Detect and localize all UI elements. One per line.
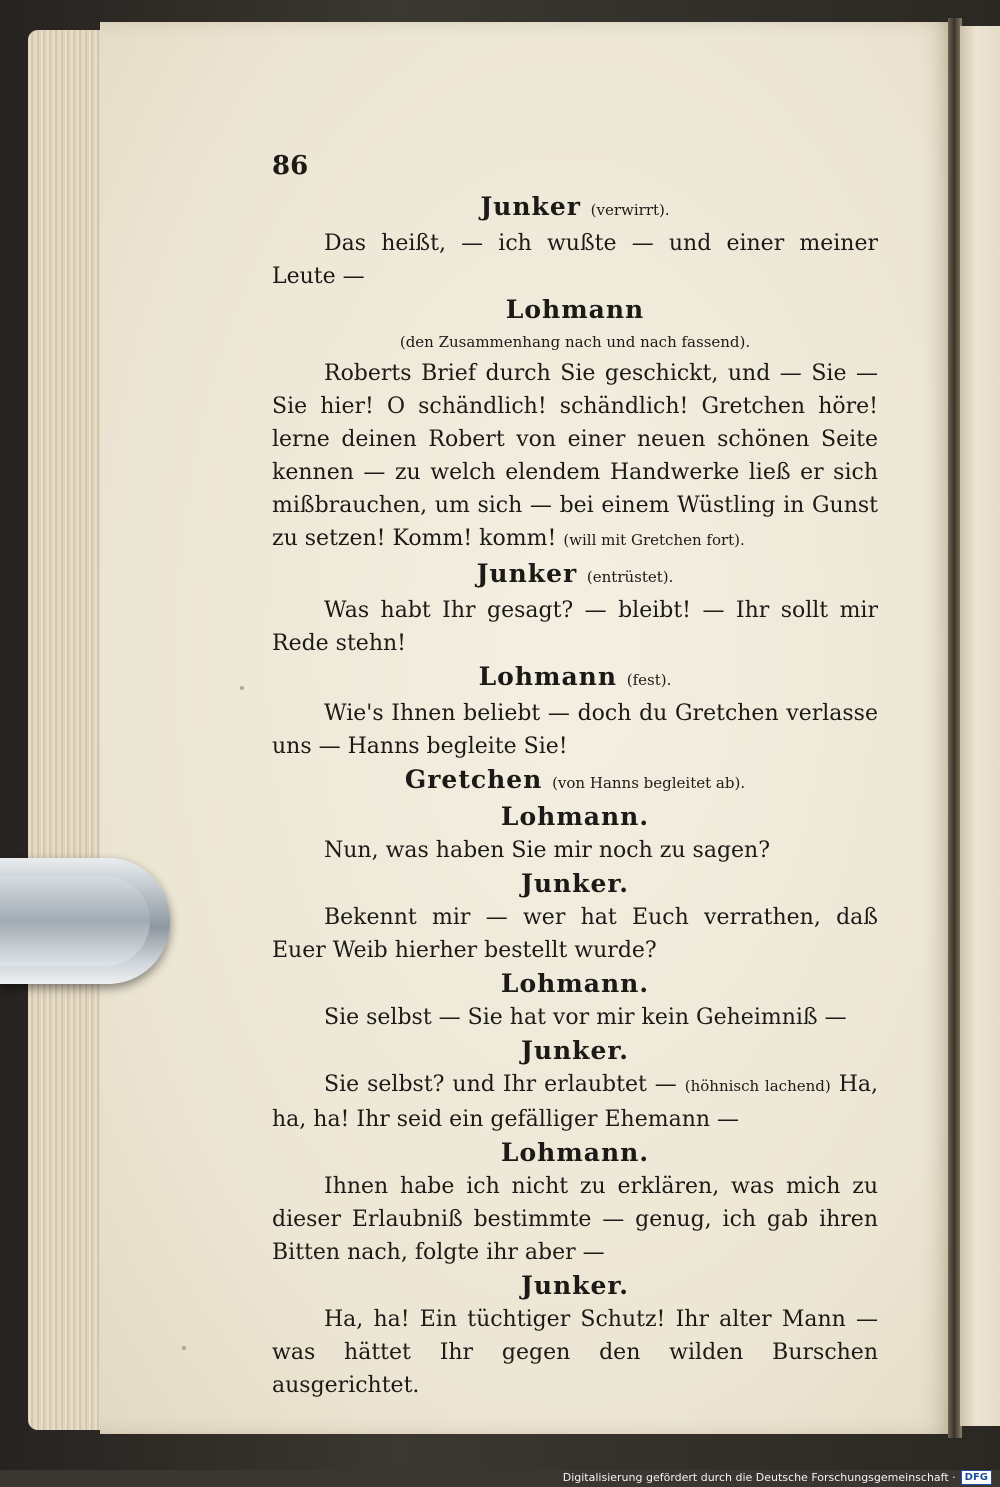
speaker-heading: Junker.	[521, 869, 629, 898]
stage-direction: (verwirrt).	[590, 201, 670, 219]
dialogue-line: Sie selbst? und Ihr erlaubtet — (höhnisch lachend) Ha, ha, ha! Ihr seid ein gefälliger Ehemann —	[272, 1072, 879, 1132]
dialogue-line: Ha, ha! Ein tüchtiger Schutz! Ihr alter Mann — was hättet Ihr gegen den wilden Burschen ausgerichtet.	[272, 1307, 878, 1398]
footer-credit: Digitalisierung gefördert durch die Deutsche Forschungsgemeinschaft ·	[562, 1470, 956, 1484]
dialogue-line: Nun, was haben Sie mir noch zu sagen?	[324, 838, 771, 863]
speaker-heading: Junker.	[521, 1036, 629, 1065]
stage-direction: (den Zusammenhang nach und nach fassend).	[399, 333, 751, 351]
dialogue-line: Das heißt, — ich wußte — und einer meiner Leute —	[272, 231, 878, 289]
speaker-heading: Junker.	[521, 1271, 629, 1300]
dialogue-line: Ihnen habe ich nicht zu erklären, was mich zu dieser Erlaubniß bestimmte — genug, ich gab ihren Bitten nach, folgte ihr aber —	[272, 1174, 878, 1265]
paper-spot	[240, 686, 244, 690]
stage-direction: (von Hanns begleitet ab).	[552, 774, 746, 792]
speaker-heading: Junker (entrüstet).	[476, 559, 674, 588]
speaker-heading: Junker (verwirrt).	[480, 192, 670, 221]
speaker-heading: Lohmann.	[500, 802, 650, 831]
digitization-footer	[563, 1468, 992, 1486]
stage-direction: (fest).	[626, 671, 672, 689]
page-number: 86	[272, 151, 309, 181]
speaker-heading: Lohmann	[505, 295, 645, 324]
speaker-heading: Lohmann (fest).	[478, 662, 672, 691]
paper-spot	[182, 1346, 186, 1350]
page-holder-clip	[0, 858, 170, 984]
facing-page-edge	[960, 26, 1000, 1426]
speaker-heading: Lohmann.	[500, 969, 650, 998]
dialogue-line: Sie selbst — Sie hat vor mir kein Geheimniß —	[324, 1005, 847, 1030]
stage-direction: (entrüstet).	[586, 568, 674, 586]
stage-direction: (will mit Gretchen fort).	[563, 531, 745, 549]
stage-direction: (höhnisch lachend)	[684, 1077, 831, 1095]
page-edges	[28, 30, 108, 1430]
dfg-logo: DFG	[961, 1470, 992, 1485]
speaker-heading: Lohmann.	[500, 1138, 650, 1167]
page-text	[272, 146, 878, 1402]
dialogue-line: Wie's Ihnen beliebt — doch du Gretchen verlasse uns — Hanns begleite Sie!	[272, 701, 878, 759]
speaker-heading: Gretchen (von Hanns begleitet ab).	[404, 765, 746, 794]
dialogue-line: Was habt Ihr gesagt? — bleibt! — Ihr sollt mir Rede stehn!	[272, 598, 878, 656]
dialogue-line: Roberts Brief durch Sie geschickt, und — Sie — Sie hier! O schändlich! schändlich! Gretchen höre! lerne deinen Robert von einer neuen schönen Seite kennen — zu welch elendem Handwerke ließ er sich mißbrauchen, um sich — bei einem Wüstling in Gunst zu setzen! Komm! komm! (will mit Gretchen fort).	[272, 361, 878, 551]
dialogue-line: Bekennt mir — wer hat Euch verrathen, daß Euer Weib hierher bestellt wurde?	[272, 905, 878, 963]
